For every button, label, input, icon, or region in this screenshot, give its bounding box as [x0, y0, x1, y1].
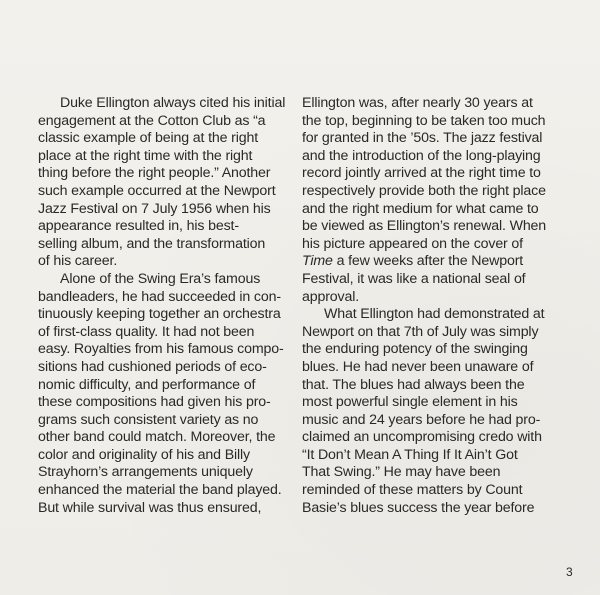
text-line: respectively provide both the right place [302, 182, 546, 199]
text-line: most powerful single element in his [302, 394, 518, 411]
paragraph-renewal [302, 95, 550, 306]
text-line: Duke Ellington always cited his initial [60, 95, 286, 111]
text-line: record jointly arrived at the right time to [302, 165, 541, 182]
right-text-column [302, 95, 550, 517]
text-line: Newport on that 7th of July was simply [302, 323, 539, 340]
text-line: “It Don’t Mean A Thing If It Ain’t Got [302, 446, 518, 463]
text-line: reminded of these matters by Count [302, 482, 523, 499]
text-line: and the right medium for what came to [302, 200, 539, 217]
text-line: Ellington was, after nearly 30 years at [302, 95, 533, 111]
text-line: his picture appeared on the cover of [302, 235, 523, 252]
text-line: color and originality of his and Billy [38, 446, 250, 463]
text-line: What Ellington had demonstrated at [324, 306, 545, 323]
text-line: engagement at the Cotton Club as “a [38, 112, 266, 129]
text-line: for granted in the ’50s. The jazz festival [302, 130, 543, 147]
page-number: 3 [566, 565, 573, 579]
magazine-title: Time [302, 253, 333, 270]
text-fragment: a few weeks after the Newport [332, 253, 524, 270]
paragraph-swing-era [38, 271, 284, 517]
text-line: thing before the right people.” Another [38, 165, 271, 182]
text-line: nomic difficulty, and performance of [38, 376, 256, 393]
text-line: the top, beginning to be taken too much [302, 112, 546, 129]
text-line: classic example of being at the right [38, 130, 258, 147]
text-line: Basie’s blues success the year before [302, 499, 535, 516]
text-line: and the introduction of the long-playing [302, 147, 541, 164]
text-line: place at the right time with the right [38, 147, 253, 164]
text-line: That Swing.” He may have been [302, 464, 501, 481]
text-line: claimed an uncompromising credo with [302, 429, 542, 446]
text-line: the enduring potency of the swinging [302, 341, 528, 358]
text-line: selling album, and the transformation [38, 235, 266, 252]
text-line [302, 253, 550, 271]
text-line: approval. [302, 288, 360, 305]
text-line: But while survival was thus ensured, [38, 499, 262, 516]
text-line: of first-class quality. It had not been [38, 323, 255, 340]
text-line: easy. Royalties from his famous compo- [38, 341, 284, 358]
text-line: tinuously keeping together an orchestra [38, 306, 281, 323]
text-line: of his career. [38, 253, 118, 270]
text-line: be viewed as Ellington’s renewal. When [302, 218, 547, 235]
text-line: Strayhorn’s arrangements uniquely [38, 464, 253, 481]
text-line: these compositions had given his pro- [38, 394, 271, 411]
text-line: bandleaders, he had succeeded in con- [38, 288, 281, 305]
text-line: Festival, it was like a national seal of [302, 270, 526, 287]
text-line: that. The blues had always been the [302, 376, 525, 393]
text-line: music and 24 years before he had pro- [302, 411, 541, 428]
text-line: enhanced the material the band played. [38, 482, 282, 499]
text-line: Alone of the Swing Era’s famous [60, 270, 261, 287]
paragraph-cotton-club [38, 95, 284, 271]
left-text-column [38, 95, 284, 517]
paragraph-newport-blues [302, 306, 550, 517]
text-line: appearance resulted in, his best- [38, 218, 239, 235]
text-line: blues. He had never been unaware of [302, 358, 534, 375]
text-line: Jazz Festival on 7 July 1956 when his [38, 200, 271, 217]
text-line: such example occurred at the Newport [38, 182, 276, 199]
text-line: other band could match. Moreover, the [38, 429, 276, 446]
text-line: sitions had cushioned periods of eco- [38, 358, 267, 375]
text-line: grams such consistent variety as no [38, 411, 259, 428]
